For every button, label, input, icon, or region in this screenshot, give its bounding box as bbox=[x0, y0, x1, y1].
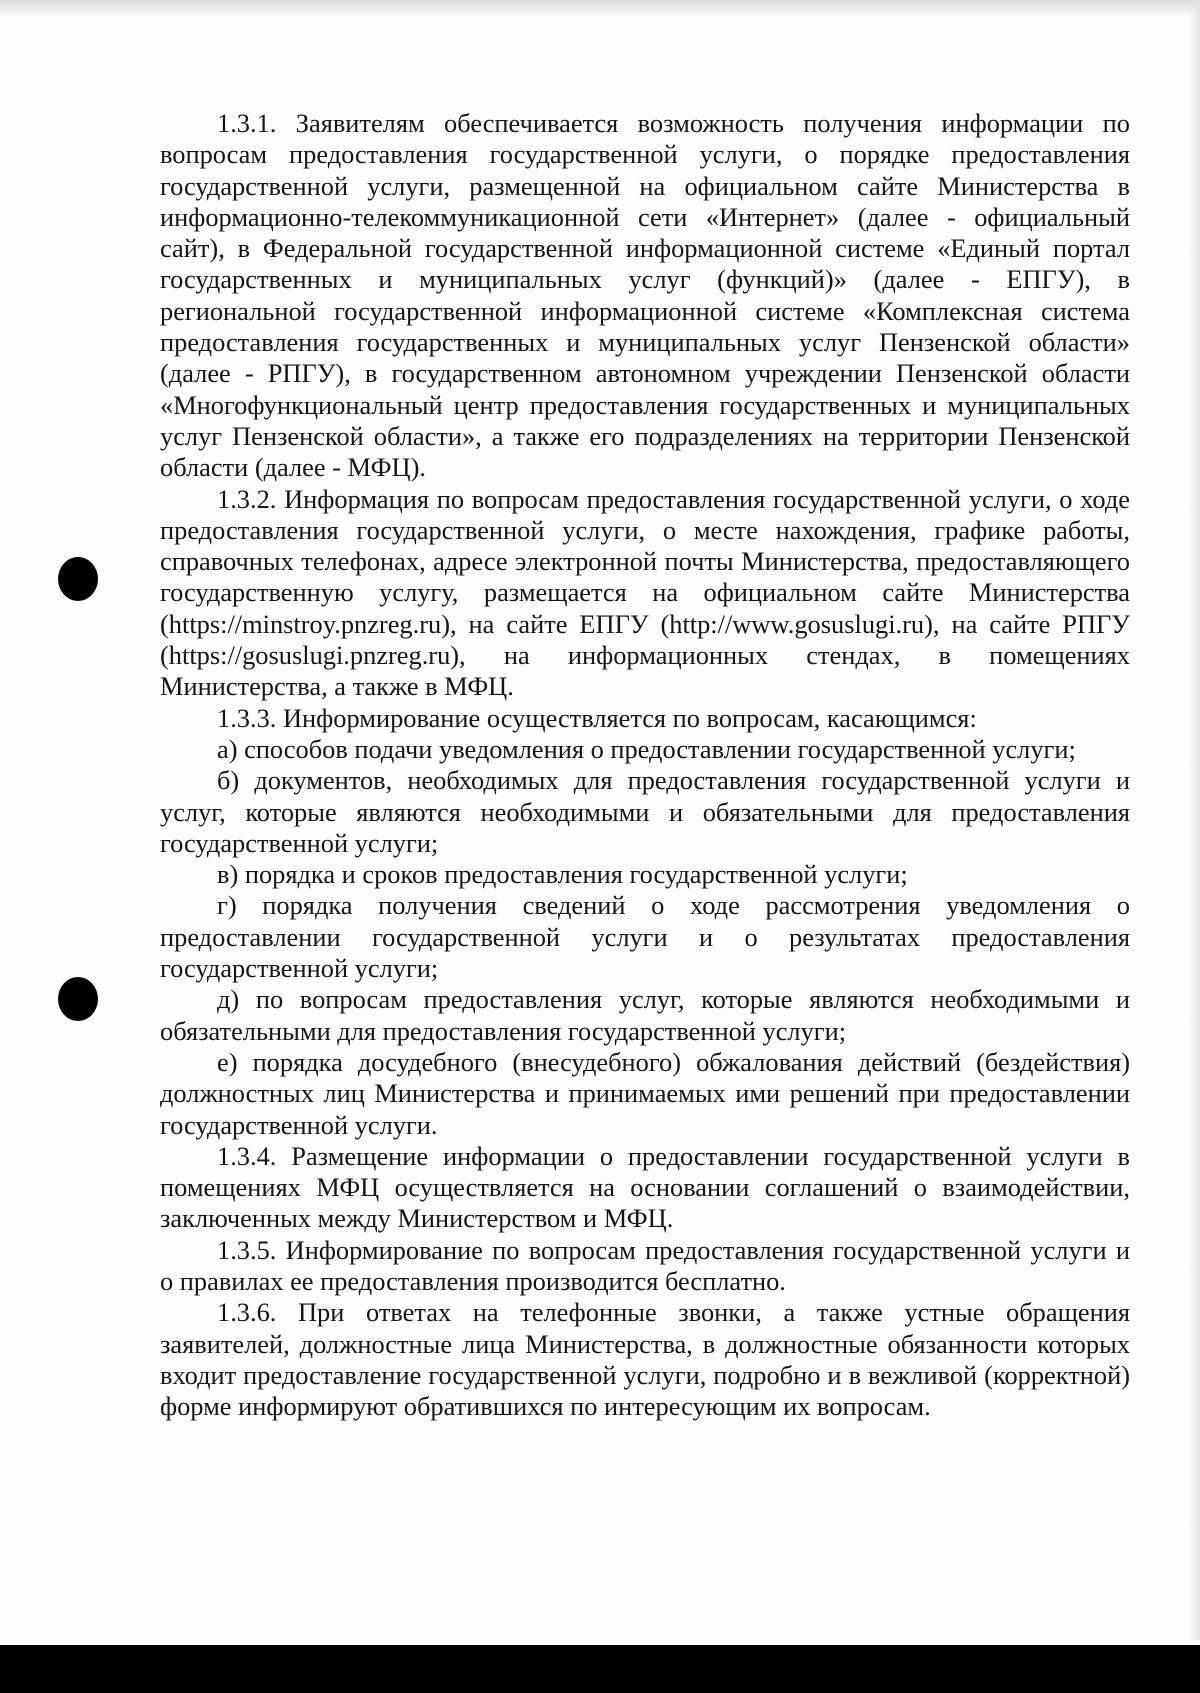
paragraph-1-3-5: 1.3.5. Информирование по вопросам предоставления государственной услуги и о правилах ее предоставления производится бесплатно. bbox=[160, 1234, 1130, 1296]
paragraph-1-3-2: 1.3.2. Информация по вопросам предоставления государственной услуги, о ходе предоставления государственной услуги, о месте нахождения, графике работы, справочных телефонах, адресе электронной почты Министерства, предоставляющего государственную услугу, размещается на официальном сайте Министерства (https://minstroy.pnzreg.ru), на сайте ЕПГУ (http://www.gosuslugi.ru), на сайте РПГУ (https://gosuslugi.pnzreg.ru), на информационных стендах, в помещениях Министерства, а также в МФЦ. bbox=[160, 483, 1130, 702]
paragraph-1-3-3: 1.3.3. Информирование осуществляется по вопросам, касающимся: bbox=[217, 702, 977, 733]
paragraph-1-3-6: 1.3.6. При ответах на телефонные звонки, а также устные обращения заявителей, должностные лица Министерства, в должностные обязанности которых входит предоставление государственной услуги, подробно и в вежливой (корректной) форме информируют обратившихся по интересующим их вопросам. bbox=[160, 1297, 1130, 1422]
document-body bbox=[160, 108, 1130, 1422]
scan-border-bottom bbox=[0, 1645, 1200, 1693]
list-item-a: а) способов подачи уведомления о предоставлении государственной услуги; bbox=[217, 733, 1076, 764]
scan-edge-top bbox=[0, 0, 1200, 16]
paragraph-1-3-1: 1.3.1. Заявителям обеспечивается возможность получения информации по вопросам предоставления государственной услуги, о порядке предоставления государственной услуги, размещенной на официальном сайте Министерства в информационно-телекоммуникационной сети «Интернет» (далее - официальный сайт), в Федеральной государственной информационной системе «Единый портал государственных и муниципальных услуг (функций)» (далее - ЕПГУ), в региональной государственной информационной системе «Комплексная система предоставления государственных и муниципальных услуг Пензенской области» (далее - РПГУ), в государственном автономном учреждении Пензенской области «Многофункциональный центр предоставления государственных и муниципальных услуг Пензенской области», а также его подразделениях на территории Пензенской области (далее - МФЦ). bbox=[160, 108, 1130, 483]
list-item-e: е) порядка досудебного (внесудебного) обжалования действий (бездействия) должностных лиц Министерства и принимаемых ими решений при предоставлении государственной услуги. bbox=[160, 1046, 1130, 1140]
list-item-v: в) порядка и сроков предоставления государственной услуги; bbox=[217, 859, 908, 890]
list-item-d: д) по вопросам предоставления услуг, которые являются необходимыми и обязательными для предоставления государственной услуги; bbox=[160, 984, 1130, 1046]
punch-hole-mark bbox=[58, 977, 98, 1021]
paragraph-1-3-4: 1.3.4. Размещение информации о предоставлении государственной услуги в помещениях МФЦ осуществляется на основании соглашений о взаимодействии, заключенных между Министерством и МФЦ. bbox=[160, 1140, 1130, 1234]
scan-edge-right bbox=[1188, 0, 1200, 1640]
list-item-b: б) документов, необходимых для предоставления государственной услуги и услуг, которые являются необходимыми и обязательными для предоставления государственной услуги; bbox=[160, 765, 1130, 858]
list-item-g: г) порядка получения сведений о ходе рассмотрения уведомления о предоставлении государственной услуги и о результатах предоставления государственной услуги; bbox=[160, 890, 1130, 984]
punch-hole-mark bbox=[58, 557, 98, 601]
